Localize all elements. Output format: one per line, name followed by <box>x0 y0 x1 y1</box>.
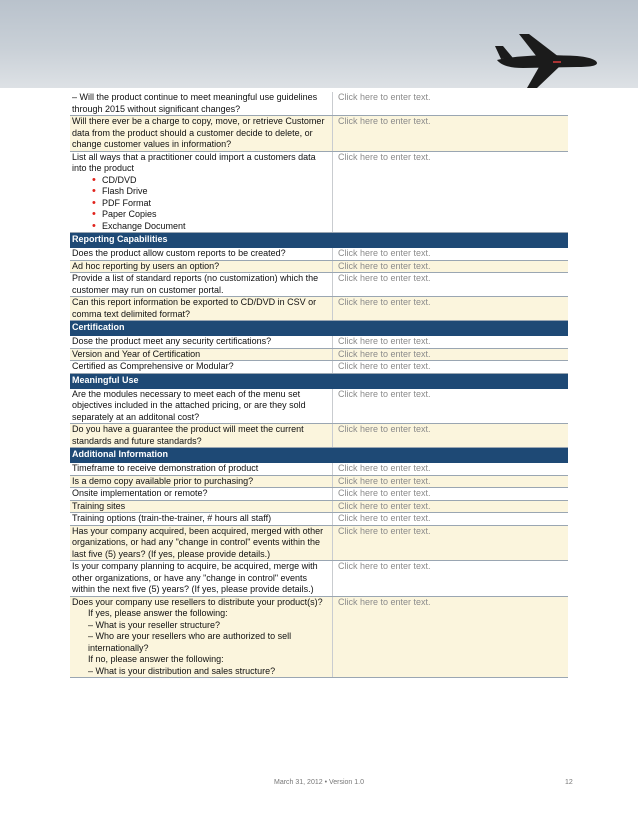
sub-question: – Who are your resellers who are authorized to sell internationally? <box>88 631 292 653</box>
question-text: Is your company planning to acquire, be acquired, merge with other organizations, or have any "change in control" events within the next five (5) years? (If yes, please provide details.) <box>70 561 333 597</box>
answer-field[interactable]: Click here to enter text. <box>333 297 569 321</box>
table-row <box>70 260 568 273</box>
table-row <box>70 248 568 261</box>
question-text: List all ways that a practitioner could import a customers data into the product <box>72 151 316 173</box>
answer-field[interactable]: Click here to enter text. <box>333 525 569 561</box>
table-row <box>70 424 568 448</box>
answer-field[interactable]: Click here to enter text. <box>333 596 569 678</box>
answer-field[interactable]: Click here to enter text. <box>333 336 569 349</box>
answer-field[interactable]: Click here to enter text. <box>333 488 569 501</box>
table-row <box>70 336 568 349</box>
answer-field[interactable]: Click here to enter text. <box>333 273 569 297</box>
answer-field[interactable]: Click here to enter text. <box>333 513 569 526</box>
section-header <box>70 233 568 248</box>
question-text: Certified as Comprehensive or Modular? <box>70 361 333 374</box>
questionnaire-table <box>70 92 568 678</box>
question-text: Training options (train-the-trainer, # hours all staff) <box>70 513 333 526</box>
airplane-icon <box>493 30 601 90</box>
import-options-list <box>72 175 328 233</box>
list-item: • PDF Format <box>92 198 328 210</box>
answer-field[interactable]: Click here to enter text. <box>333 116 569 152</box>
question-text: Timeframe to receive demonstration of product <box>70 463 333 476</box>
table-row <box>70 525 568 561</box>
question-text: Are the modules necessary to meet each of the menu set objectives included in the attached pricing, or are they sold separately at an additonal cost? <box>70 388 333 424</box>
answer-field[interactable]: Click here to enter text. <box>333 248 569 261</box>
list-item: • Flash Drive <box>92 186 328 198</box>
table-row <box>70 348 568 361</box>
table-row <box>70 361 568 374</box>
table-row <box>70 273 568 297</box>
question-text: Does the product allow custom reports to be created? <box>70 248 333 261</box>
list-item: • Exchange Document <box>92 221 328 233</box>
table-row <box>70 488 568 501</box>
question-text: Training sites <box>70 500 333 513</box>
footer-date-version: March 31, 2012 • Version 1.0 <box>273 779 364 786</box>
question-text: Does your company use resellers to distribute your product(s)? <box>72 596 323 607</box>
answer-field[interactable]: Click here to enter text. <box>333 348 569 361</box>
question-text: Dose the product meet any security certifications? <box>70 336 333 349</box>
question-text: Is a demo copy available prior to purchasing? <box>70 475 333 488</box>
answer-field[interactable]: Click here to enter text. <box>333 92 569 116</box>
question-text: Version and Year of Certification <box>70 348 333 361</box>
table-row <box>70 596 568 678</box>
answer-field[interactable]: Click here to enter text. <box>333 463 569 476</box>
section-title: Reporting Capabilities <box>70 233 568 248</box>
table-row <box>70 475 568 488</box>
answer-field[interactable]: Click here to enter text. <box>333 260 569 273</box>
question-import <box>70 151 333 233</box>
question-resellers <box>70 596 333 678</box>
page-number: 12 <box>565 779 573 786</box>
answer-field[interactable]: Click here to enter text. <box>333 361 569 374</box>
answer-field[interactable]: Click here to enter text. <box>333 388 569 424</box>
question-text: Provide a list of standard reports (no customization) which the customer may run on customer portal. <box>70 273 333 297</box>
answer-field[interactable]: Click here to enter text. <box>333 475 569 488</box>
question-text: Ad hoc reporting by users an option? <box>70 260 333 273</box>
question-text: Will there ever be a charge to copy, move, or retrieve Customer data from the product should a customer decide to delete, or change customer values in information? <box>70 116 333 152</box>
if-no-label: If no, please answer the following: <box>88 654 224 664</box>
table-row <box>70 388 568 424</box>
section-title: Additional Information <box>70 448 568 463</box>
table-row <box>70 297 568 321</box>
sub-question: – What is your reseller structure? <box>88 619 221 630</box>
section-header <box>70 373 568 388</box>
table-row <box>70 92 568 116</box>
table-row <box>70 500 568 513</box>
answer-field[interactable]: Click here to enter text. <box>333 424 569 448</box>
question-text: Do you have a guarantee the product will meet the current standards and future standards? <box>70 424 333 448</box>
table-row <box>70 463 568 476</box>
question-text: Onsite implementation or remote? <box>70 488 333 501</box>
section-title: Certification <box>70 321 568 336</box>
answer-field[interactable]: Click here to enter text. <box>333 500 569 513</box>
list-item: • Paper Copies <box>92 209 328 221</box>
question-text: Can this report information be exported to CD/DVD in CSV or comma text delimited format? <box>70 297 333 321</box>
section-title: Meaningful Use <box>70 373 568 388</box>
list-item: • CD/DVD <box>92 175 328 187</box>
sub-question: – What is your distribution and sales structure? <box>88 665 276 676</box>
table-row <box>70 151 568 233</box>
table-row <box>70 561 568 597</box>
question-text: – Will the product continue to meet meaningful use guidelines through 2015 without significant changes? <box>70 92 333 116</box>
section-header <box>70 321 568 336</box>
question-text: Has your company acquired, been acquired, merged with other organizations, or had any "change in control" events within the last five (5) years? (If yes, please provide details.) <box>70 525 333 561</box>
answer-field[interactable]: Click here to enter text. <box>333 561 569 597</box>
table-row <box>70 513 568 526</box>
if-yes-label: If yes, please answer the following: <box>88 608 228 618</box>
table-row <box>70 116 568 152</box>
answer-field[interactable]: Click here to enter text. <box>333 151 569 233</box>
section-header <box>70 448 568 463</box>
